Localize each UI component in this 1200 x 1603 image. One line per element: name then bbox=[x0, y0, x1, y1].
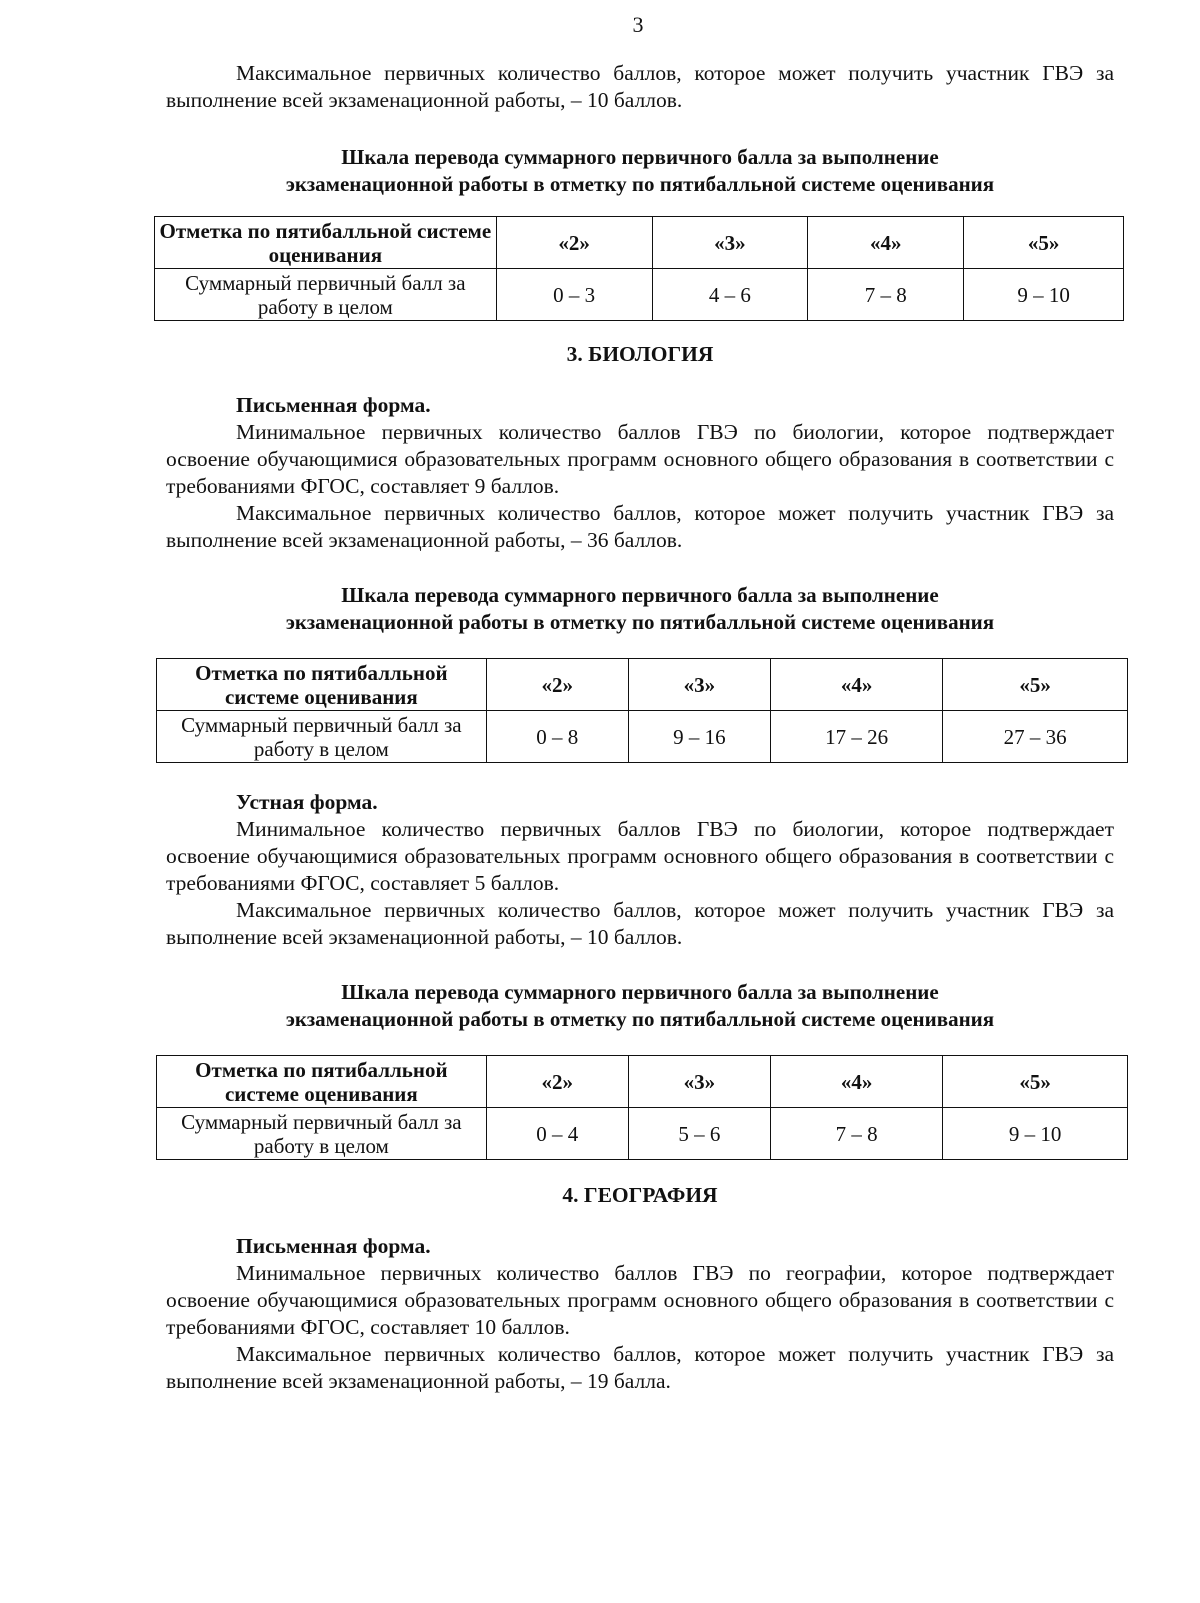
table-row bbox=[155, 269, 1124, 321]
form-label-written: Письменная форма. bbox=[236, 1234, 431, 1258]
form-label-written: Письменная форма. bbox=[236, 393, 431, 417]
scale-title-line: Шкала перевода суммарного первичного балла за выполнение bbox=[341, 145, 939, 169]
score-cell: 27 – 36 bbox=[943, 711, 1128, 763]
scale-title-2 bbox=[166, 582, 1114, 636]
scale-title-line: Шкала перевода суммарного первичного балла за выполнение bbox=[341, 980, 939, 1004]
score-cell: 17 – 26 bbox=[770, 711, 942, 763]
grade-cell: «3» bbox=[628, 1056, 770, 1108]
form-label-oral: Устная форма. bbox=[236, 790, 378, 814]
score-cell: 7 – 8 bbox=[770, 1108, 942, 1160]
score-cell: 5 – 6 bbox=[628, 1108, 770, 1160]
page-number: 3 bbox=[632, 12, 644, 37]
grade-cell: «4» bbox=[770, 659, 942, 711]
score-cell: 4 – 6 bbox=[652, 269, 808, 321]
max-score-paragraph: Максимальное первичных количество баллов, которое может получить участник ГВЭ за выполнение всей экзаменационной работы, – 36 баллов. bbox=[166, 501, 1114, 552]
grade-cell: «5» bbox=[964, 217, 1124, 269]
section-heading-biology: 3. БИОЛОГИЯ bbox=[566, 342, 714, 366]
scale-title-1 bbox=[166, 144, 1114, 198]
grade-cell: «4» bbox=[770, 1056, 942, 1108]
intro-max-score-paragraph: Максимальное первичных количество баллов, которое может получить участник ГВЭ за выполнение всей экзаменационной работы, – 10 баллов. bbox=[166, 61, 1114, 112]
grade-table-1 bbox=[154, 216, 1124, 321]
grade-cell: «2» bbox=[496, 217, 652, 269]
grade-row-label: Отметка по пятибалльной системе оценивания bbox=[157, 659, 487, 711]
grade-row-label: Отметка по пятибалльной системе оценивания bbox=[157, 1056, 487, 1108]
grade-cell: «2» bbox=[486, 1056, 628, 1108]
table-row bbox=[157, 659, 1128, 711]
score-cell: 0 – 3 bbox=[496, 269, 652, 321]
grade-cell: «4» bbox=[808, 217, 964, 269]
scale-title-line: экзаменационной работы в отметку по пятибалльной системе оценивания bbox=[285, 1007, 995, 1031]
document-body bbox=[159, 60, 1114, 1395]
score-cell: 9 – 10 bbox=[964, 269, 1124, 321]
table-row bbox=[157, 711, 1128, 763]
grade-cell: «3» bbox=[628, 659, 770, 711]
score-cell: 0 – 8 bbox=[486, 711, 628, 763]
grade-table-3 bbox=[156, 1055, 1128, 1160]
grade-cell: «5» bbox=[943, 1056, 1128, 1108]
table-row bbox=[155, 217, 1124, 269]
score-cell: 0 – 4 bbox=[486, 1108, 628, 1160]
scale-title-line: Шкала перевода суммарного первичного балла за выполнение bbox=[341, 583, 939, 607]
grade-cell: «3» bbox=[652, 217, 808, 269]
grade-row-label: Отметка по пятибалльной системе оценивания bbox=[155, 217, 497, 269]
score-cell: 9 – 10 bbox=[943, 1108, 1128, 1160]
section-heading-geography: 4. ГЕОГРАФИЯ bbox=[562, 1183, 718, 1207]
table-row bbox=[157, 1056, 1128, 1108]
min-score-paragraph: Минимальное первичных количество баллов ГВЭ по географии, которое подтверждает освоение обучающимися образовательных программ основного общего образования в соответствии с требованиями ФГОС, составляет 10 баллов. bbox=[166, 1261, 1114, 1339]
score-cell: 9 – 16 bbox=[628, 711, 770, 763]
grade-table-2 bbox=[156, 658, 1128, 763]
scale-title-3 bbox=[166, 979, 1114, 1033]
grade-cell: «5» bbox=[943, 659, 1128, 711]
score-row-label: Суммарный первичный балл за работу в целом bbox=[155, 269, 497, 321]
score-row-label: Суммарный первичный балл за работу в целом bbox=[157, 711, 487, 763]
min-score-paragraph: Минимальное первичных количество баллов ГВЭ по биологии, которое подтверждает освоение обучающимися образовательных программ основного общего образования в соответствии с требованиями ФГОС, составляет 9 баллов. bbox=[166, 420, 1114, 498]
max-score-paragraph: Максимальное первичных количество баллов, которое может получить участник ГВЭ за выполнение всей экзаменационной работы, – 10 баллов. bbox=[166, 898, 1114, 949]
max-score-paragraph: Максимальное первичных количество баллов, которое может получить участник ГВЭ за выполнение всей экзаменационной работы, – 19 балла. bbox=[166, 1342, 1114, 1393]
score-row-label: Суммарный первичный балл за работу в целом bbox=[157, 1108, 487, 1160]
scale-title-line: экзаменационной работы в отметку по пятибалльной системе оценивания bbox=[285, 610, 995, 634]
grade-cell: «2» bbox=[486, 659, 628, 711]
table-row bbox=[157, 1108, 1128, 1160]
scale-title-line: экзаменационной работы в отметку по пятибалльной системе оценивания bbox=[285, 172, 995, 196]
min-score-paragraph: Минимальное количество первичных баллов ГВЭ по биологии, которое подтверждает освоение обучающимися образовательных программ основного общего образования в соответствии с требованиями ФГОС, составляет 5 баллов. bbox=[166, 817, 1114, 895]
score-cell: 7 – 8 bbox=[808, 269, 964, 321]
